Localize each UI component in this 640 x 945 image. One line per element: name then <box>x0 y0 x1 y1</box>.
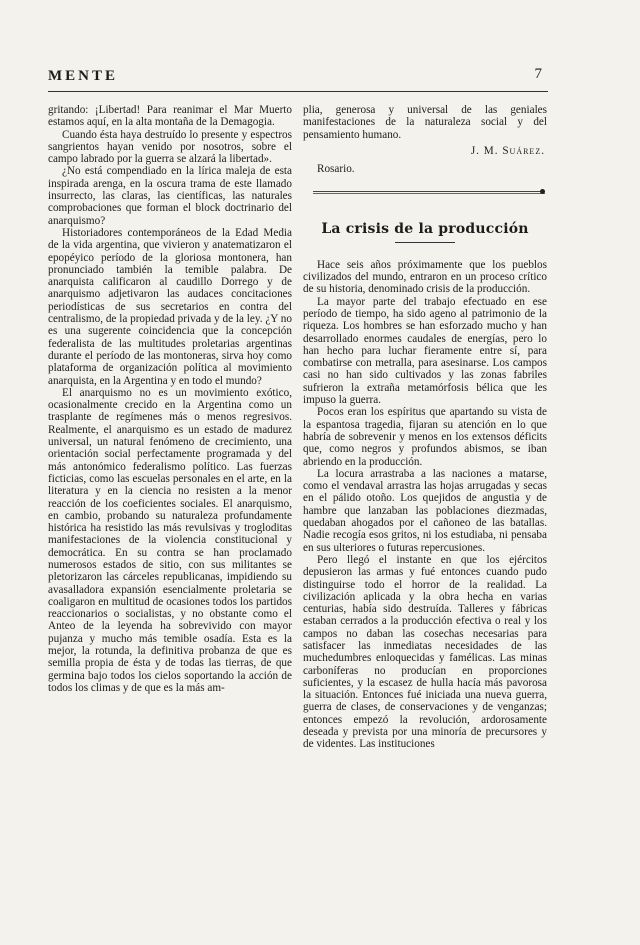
section-divider <box>313 189 545 195</box>
masthead <box>48 66 548 90</box>
header-rule <box>48 91 548 92</box>
left-column <box>48 104 292 694</box>
right-column <box>303 104 547 751</box>
paragraph: ¿No está compendiado en la lírica maleja de esta inspirada arenga, en la oscura trama de este llamado insurrecto, las claras, las científicas, las naturales comprobaciones que forman el block doctrinario del anarquismo? <box>48 165 292 227</box>
page-number: 7 <box>534 66 542 82</box>
paragraph: Pero llegó el instante en que los ejércitos depusieron las armas y fué entonces cuando pudo distinguirse todo el horror de la realidad. La civilización aplicada y la obra hecha en varias centurias, había sido destruída. Talleres y fábricas estaban cerrados a la producción efectiva o real y los campos no daban las cosechas necesarias para satisfacer las inmediatas necesidades de las muchedumbres enloquecidas y famélicas. Las minas carboníferas no producían en proporciones suficientes, y la escasez de hulla hacía más pavorosa la situación. Entonces fué iniciada una nueva guerra, guerra de clases, de conservaciones y de venganzas; entonces empezó la revolución, ardorosamente deseada y prevista por una minoría de precursores y de videntes. Las instituciones <box>303 553 547 751</box>
title-rule <box>395 242 455 243</box>
paragraph: La locura arrastraba a las naciones a matarse, como el vendaval arrastra las hojas arrugadas y secas en el pálido otoño. Los quejidos de angustia y de hambre que lanzaban las poblaciones diezmadas, quedaban ahogados por el cañoneo de las batallas. Nadie recogía esos gritos, ni los estudiaba, ni pensaba en sus ulteriores o futuras repercusiones. <box>303 467 547 554</box>
article-title: La crisis de la producción <box>321 221 529 238</box>
paragraph: Hace seis años próximamente que los pueblos civilizados del mundo, entraron en un proceso crítico de su historia, denominado crisis de la producción. <box>303 258 547 296</box>
paragraph: La mayor parte del trabajo efectuado en ese período de tiempo, ha sido ageno al patrimonio de la riqueza. Los hombres se han esforzado mucho y han desarrollado enormes caudales de energías, pero lo han hecho para luchar fieramente entre sí, para combatirse con metralla, para asesinarse. Los campos casi no han sido cultivados y las zonas fabriles sufrieron la extraña metamórfosis bélica que les impuso la guerra. <box>303 295 547 407</box>
paragraph: Pocos eran los espíritus que apartando su vista de la espantosa tragedia, fijaran su atención en lo que habría de sobrevenir y menos en los extensos déficits que, como negros y profundos abismos, se iban abriendo en la producción. <box>303 406 547 468</box>
author-signature: J. M. Suárez. <box>470 144 545 157</box>
paragraph: gritando: ¡Libertad! Para reanimar el Mar Muerto estamos aquí, en la alta montaña de la Demagogia. <box>48 104 292 129</box>
paragraph: Cuando ésta haya destruído lo presente y espectros sangrientos hayan venido por nosotros, sobre el campo labrado por la guerra se alzará la libertad». <box>48 128 292 166</box>
paragraph: Historiadores contemporáneos de la Edad Media de la vida argentina, que vivieron y anatematizaron el epopéyico período de la gloriosa montonera, han pronunciado también la temible palabra. De anarquista calificaron al caudillo Dorrego y de anarquismo adjetivaron las audaces concitaciones periodísticas de sus secretarios en contra del centralismo, de la propiedad privada y de la ley. ¿Y no es una sugerente coincidencia que la concepción federalista de las multitudes proletarias argentinas durante el período de las montoneras, sirva hoy como plataforma de organización política al movimiento anarquista, en la Argentina y en todo el mundo? <box>48 226 292 387</box>
paragraph: El anarquismo no es un movimiento exótico, ocasionalmente crecido en la Argentina como un trasplante de regímenes más o menos regresivos. Realmente, el anarquismo es un estado de madurez universal, un natural fenómeno de crecimiento, una orientación social perfectamente programada y del más antonómico federalismo político. Las fuerzas ficticias, como las escuelas personales en el arte, en la literatura y en la ciencia no resisten a la menor reacción de los coeficientes sociales. El anarquismo, en cambio, probando su naturaleza profundamente histórica ha resistido las más revulsivas y trogloditas manifestaciones de la violencia constitucional y democrática. En su contra se han proclamado numerosos estados de sitio, con sus militantes se pletorizaron las cárceles republicanas, impidiendo su avasalladora expansión esencialmente proletaria se coaligaron en multitud de ocasiones todos los partidos reaccionarios o socialistas, y no obstante como el Anteo de la leyenda ha sobrevivido con mayor pujanza y mucho más temible osadía. Esta es la mejor, la rotunda, la definitiva probanza de que es semilla propia de ésta y de todas las tierras, de que germina bajo todos los cielos soportando la acción de todos los climas y de que es la más am- <box>48 386 292 694</box>
paragraph-continuation: plia, generosa y universal de las geniales manifestaciones de la naturaleza social y del pensamiento humano. <box>303 104 547 141</box>
journal-title: MENTE <box>48 68 119 84</box>
place-line: Rosario. <box>317 163 355 176</box>
